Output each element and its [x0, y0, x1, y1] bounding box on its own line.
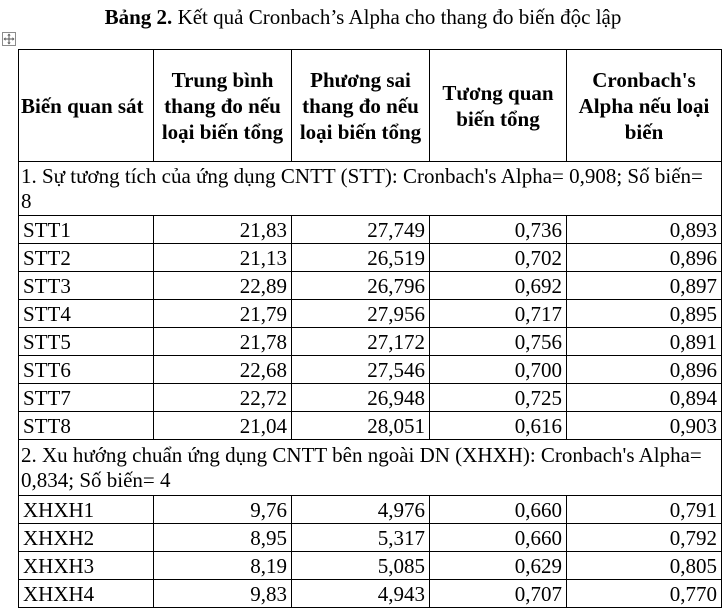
alpha-if-deleted-cell: 0,893: [567, 216, 722, 244]
scale-mean-cell: 21,79: [154, 300, 292, 328]
item-total-correlation-cell: 0,629: [430, 552, 567, 580]
item-total-correlation-cell: 0,660: [430, 524, 567, 552]
cronbach-alpha-table: [18, 49, 722, 608]
table-row: [19, 328, 722, 356]
scale-mean-cell: 8,19: [154, 552, 292, 580]
scale-variance-cell: 26,796: [292, 272, 430, 300]
scale-mean-cell: 9,76: [154, 496, 292, 524]
table-row: [19, 524, 722, 552]
scale-mean-cell: 22,89: [154, 272, 292, 300]
caption-text: Kết quả Cronbach’s Alpha cho thang đo biến độc lập: [177, 5, 622, 29]
scale-variance-cell: 27,546: [292, 356, 430, 384]
scale-variance-cell: 5,317: [292, 524, 430, 552]
scale-variance-cell: 26,519: [292, 244, 430, 272]
header-observed-variable: Biến quan sát: [19, 50, 154, 162]
alpha-if-deleted-cell: 0,894: [567, 384, 722, 412]
variable-name-cell: XHXH1: [19, 496, 154, 524]
scale-mean-cell: 21,04: [154, 412, 292, 440]
variable-name-cell: XHXH2: [19, 524, 154, 552]
scale-variance-cell: 27,172: [292, 328, 430, 356]
scale-mean-cell: 22,68: [154, 356, 292, 384]
table-row: [19, 580, 722, 608]
header-alpha-if-deleted: Cronbach's Alpha nếu loại biến: [567, 50, 722, 162]
item-total-correlation-cell: 0,736: [430, 216, 567, 244]
table-move-handle-icon[interactable]: [2, 32, 16, 46]
scale-mean-cell: 21,13: [154, 244, 292, 272]
table-caption: [0, 4, 726, 30]
table-row: [19, 412, 722, 440]
alpha-if-deleted-cell: 0,805: [567, 552, 722, 580]
item-total-correlation-cell: 0,756: [430, 328, 567, 356]
variable-name-cell: STT8: [19, 412, 154, 440]
item-total-correlation-cell: 0,616: [430, 412, 567, 440]
alpha-if-deleted-cell: 0,792: [567, 524, 722, 552]
item-total-correlation-cell: 0,707: [430, 580, 567, 608]
scale-mean-cell: 21,83: [154, 216, 292, 244]
item-total-correlation-cell: 0,700: [430, 356, 567, 384]
item-total-correlation-cell: 0,717: [430, 300, 567, 328]
item-total-correlation-cell: 0,702: [430, 244, 567, 272]
scale-mean-cell: 8,95: [154, 524, 292, 552]
table-row: [19, 216, 722, 244]
group-title-xhxh: 2. Xu hướng chuẩn ứng dụng CNTT bên ngoài DN (XHXH): Cronbach's Alpha= 0,834; Số biến= 4: [19, 440, 722, 496]
scale-mean-cell: 9,83: [154, 580, 292, 608]
caption-label: Bảng 2.: [104, 5, 173, 29]
table-row: [19, 272, 722, 300]
variable-name-cell: STT7: [19, 384, 154, 412]
alpha-if-deleted-cell: 0,896: [567, 356, 722, 384]
scale-variance-cell: 5,085: [292, 552, 430, 580]
variable-name-cell: STT4: [19, 300, 154, 328]
scale-variance-cell: 26,948: [292, 384, 430, 412]
group-row: [19, 440, 722, 496]
variable-name-cell: STT2: [19, 244, 154, 272]
table-row: [19, 552, 722, 580]
alpha-if-deleted-cell: 0,770: [567, 580, 722, 608]
header-scale-mean-if-deleted: Trung bình thang đo nếu loại biến tổng: [154, 50, 292, 162]
table-header-row: [19, 50, 722, 162]
scale-variance-cell: 27,749: [292, 216, 430, 244]
scale-mean-cell: 21,78: [154, 328, 292, 356]
alpha-if-deleted-cell: 0,903: [567, 412, 722, 440]
alpha-if-deleted-cell: 0,891: [567, 328, 722, 356]
variable-name-cell: XHXH3: [19, 552, 154, 580]
item-total-correlation-cell: 0,725: [430, 384, 567, 412]
alpha-if-deleted-cell: 0,896: [567, 244, 722, 272]
scale-variance-cell: 28,051: [292, 412, 430, 440]
scale-variance-cell: 27,956: [292, 300, 430, 328]
table-row: [19, 244, 722, 272]
table-row: [19, 496, 722, 524]
table-row: [19, 300, 722, 328]
item-total-correlation-cell: 0,692: [430, 272, 567, 300]
group-row: [19, 162, 722, 216]
alpha-if-deleted-cell: 0,895: [567, 300, 722, 328]
table-row: [19, 356, 722, 384]
header-item-total-correlation: Tương quan biến tổng: [430, 50, 567, 162]
alpha-if-deleted-cell: 0,897: [567, 272, 722, 300]
variable-name-cell: STT5: [19, 328, 154, 356]
header-scale-variance-if-deleted: Phương sai thang đo nếu loại biến tổng: [292, 50, 430, 162]
scale-mean-cell: 22,72: [154, 384, 292, 412]
scale-variance-cell: 4,943: [292, 580, 430, 608]
scale-variance-cell: 4,976: [292, 496, 430, 524]
variable-name-cell: XHXH4: [19, 580, 154, 608]
table-row: [19, 384, 722, 412]
variable-name-cell: STT3: [19, 272, 154, 300]
variable-name-cell: STT6: [19, 356, 154, 384]
variable-name-cell: STT1: [19, 216, 154, 244]
group-title-stt: 1. Sự tương tích của ứng dụng CNTT (STT): Cronbach's Alpha= 0,908; Số biến= 8: [19, 162, 722, 216]
alpha-if-deleted-cell: 0,791: [567, 496, 722, 524]
item-total-correlation-cell: 0,660: [430, 496, 567, 524]
